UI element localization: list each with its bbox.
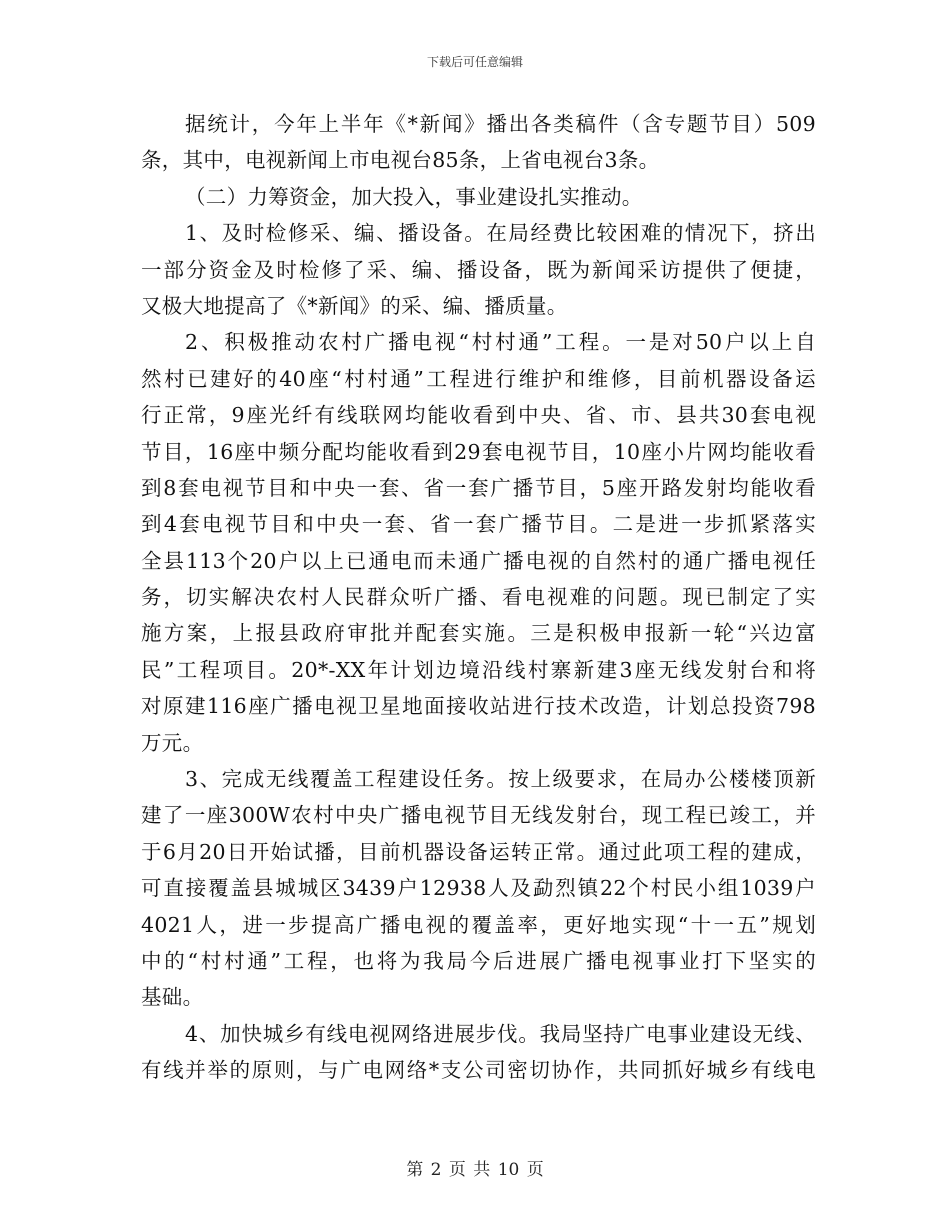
- paragraph-line: 3、完成无线覆盖工程建设任务。按上级要求，在局办公楼楼顶新: [185, 767, 816, 792]
- paragraph-line: 万元。: [141, 730, 204, 755]
- paragraph-line: 到4套电视节目和中央一套、省一套广播节目。二是进一步抓紧落实: [141, 512, 816, 537]
- paragraph-line: 行正常，9座光纤有线联网均能收看到中央、省、市、县共30套电视: [141, 403, 816, 428]
- paragraph-line: 一部分资金及时检修了采、编、播设备，既为新闻采访提供了便捷，: [141, 257, 816, 282]
- paragraph-line: 条，其中，电视新闻上市电视台85条，上省电视台3条。: [141, 148, 660, 173]
- paragraph-line: 基础。: [141, 985, 204, 1010]
- paragraph-line: 有线并举的原则，与广电网络*支公司密切协作，共同抓好城乡有线电: [141, 1058, 816, 1083]
- paragraph-line: 然村已建好的40座“村村通”工程进行维护和维修，目前机器设备运: [141, 366, 816, 391]
- paragraph-line: 又极大地提高了《*新闻》的采、编、播质量。: [141, 293, 568, 318]
- paragraph-line: 民”工程项目。20*-XX年计划边境沿线村寨新建3座无线发射台和将: [141, 657, 816, 682]
- paragraph-line: 4、加快城乡有线电视网络进展步伐。我局坚持广电事业建设无线、: [185, 1021, 816, 1046]
- paragraph-line: 建了一座300W农村中央广播电视节目无线发射台，现工程已竣工，并: [141, 803, 816, 828]
- paragraph-line: 中的“村村通”工程，也将为我局今后进展广播电视事业打下坚实的: [141, 948, 816, 973]
- document-body: [141, 106, 816, 1089]
- page-number: 第 2 页 共 10 页: [406, 1160, 544, 1180]
- page-header: 下载后可任意编辑: [426, 55, 523, 69]
- paragraph-line: 据统计，今年上半年《*新闻》播出各类稿件（含专题节目）509: [185, 112, 816, 136]
- paragraph-line: 4021人，进一步提高广播电视的覆盖率，更好地实现“十一五”规划: [141, 912, 816, 937]
- paragraph-line: 2、积极推动农村广播电视“村村通”工程。一是对50户以上自: [185, 330, 816, 355]
- paragraph-line: 务，切实解决农村人民群众听广播、看电视难的问题。现已制定了实: [141, 585, 816, 610]
- paragraph-line: 1、及时检修采、编、播设备。在局经费比较困难的情况下，挤出: [185, 221, 816, 246]
- paragraph-line: 对原建116座广播电视卫星地面接收站进行技术改造，计划总投资798: [141, 694, 816, 719]
- paragraph-line: 施方案，上报县政府审批并配套实施。三是积极申报新一轮“兴边富: [141, 621, 816, 646]
- paragraph-line: 可直接覆盖县城城区3439户12938人及勐烈镇22个村民小组1039户: [141, 876, 816, 901]
- paragraph-line: 于6月20日开始试播，目前机器设备运转正常。通过此项工程的建成，: [141, 839, 816, 864]
- section-heading: （二）力筹资金，加大投入，事业建设扎实推动。: [185, 184, 643, 209]
- paragraph-line: 节目，16座中频分配均能收看到29套电视节目，10座小片网均能收看: [141, 439, 816, 464]
- paragraph-line: 全县113个20户以上已通电而未通广播电视的自然村的通广播电视任: [141, 548, 816, 573]
- paragraph-line: 到8套电视节目和中央一套、省一套广播节目，5座开路发射均能收看: [141, 475, 816, 500]
